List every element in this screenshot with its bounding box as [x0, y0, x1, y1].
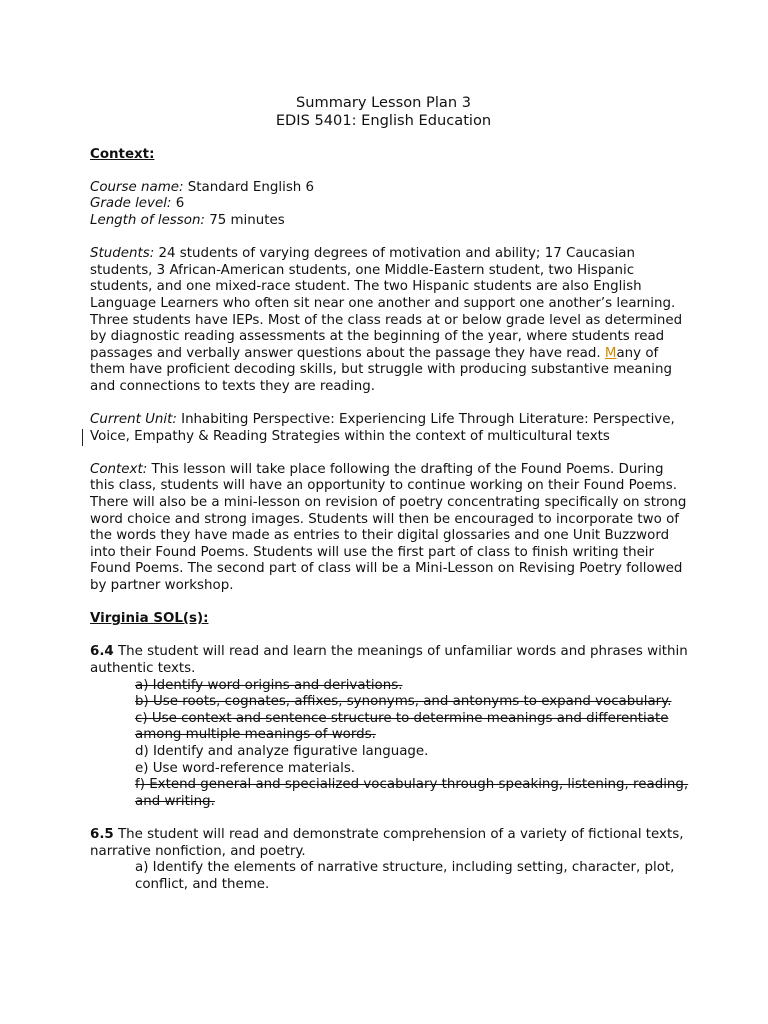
- current-unit-paragraph: [90, 412, 690, 445]
- sol-6-4-number: 6.4: [90, 644, 114, 660]
- lesson-length-label: Length of lesson:: [90, 212, 205, 228]
- current-unit-label: Current Unit:: [90, 412, 177, 428]
- sol-6-4-item: c) Use context and sentence structure to determine meanings and differentiate among multiple meanings of words.: [135, 710, 669, 743]
- sol-6-4-item: e) Use word-reference materials.: [135, 760, 356, 776]
- text-cursor: [82, 429, 83, 446]
- sol-6-4-items: [90, 678, 690, 811]
- grade-level-label: Grade level:: [90, 196, 172, 212]
- context-heading: Context:: [90, 146, 155, 162]
- context-paragraph: [90, 462, 690, 595]
- sol-6-5-number: 6.5: [90, 826, 114, 842]
- course-name-value: Standard English 6: [183, 179, 315, 195]
- sol-6-4: [90, 644, 690, 810]
- grade-level-line: [90, 196, 690, 213]
- sol-6-5: [90, 827, 690, 893]
- sol-6-4-item: a) Identify word origins and derivations.: [135, 677, 403, 693]
- sol-6-5-items: [90, 860, 690, 893]
- sol-6-4-text: The student will read and learn the meanings of unfamiliar words and phrases within authentic texts.: [90, 644, 688, 676]
- sol-6-5-statement: [90, 827, 690, 860]
- sol-6-5-text: The student will read and demonstrate comprehension of a variety of fictional texts, narrative nonfiction, and poetry.: [90, 826, 684, 859]
- lesson-length-line: [90, 213, 690, 230]
- context-label: Context:: [90, 461, 148, 477]
- title-line-2: EDIS 5401: English Education: [275, 112, 492, 129]
- sol-6-4-item: b) Use roots, cognates, affixes, synonyms, and antonyms to expand vocabulary.: [135, 694, 672, 710]
- course-name-label: Course name:: [90, 179, 184, 195]
- current-unit-value: Inhabiting Perspective: Experiencing Life Through Literature: Perspective, Voice, Empathy & Reading Strategies within the context of multicultural texts: [90, 412, 675, 444]
- sol-6-4-item: d) Identify and analyze figurative language.: [135, 743, 429, 759]
- grade-level-value: 6: [171, 196, 185, 212]
- sol-6-4-item: f) Extend general and specialized vocabulary through speaking, listening, reading, and writing.: [135, 777, 689, 809]
- students-label: Students:: [90, 246, 155, 262]
- sol-heading: Virginia SOL(s):: [90, 611, 209, 627]
- lesson-length-value: 75 minutes: [204, 212, 285, 228]
- students-paragraph: [90, 246, 690, 395]
- students-text-b: any of them have proficient decoding skills, but struggle with producing substantive meaning and connections to texts they are reading.: [90, 345, 672, 394]
- sol-6-4-statement: [90, 644, 690, 677]
- title-line-1: Summary Lesson Plan 3: [295, 94, 471, 111]
- students-text-a: 24 students of varying degrees of motivation and ability; 17 Caucasian students, 3 African-American students, one Middle-Eastern student, two Hispanic students, and one mixed-race student. The two Hispanic students are also English Language Learners who often sit near one another and support one another’s learning. Three students have IEPs. Most of the class reads at or below grade level as determined by diagnostic reading assessments at the beginning of the year, where students read passages and verbally answer questions about the passage they have read.: [90, 246, 683, 361]
- document-body: [90, 94, 690, 893]
- course-info: [90, 180, 690, 230]
- revision-mark: M: [604, 345, 617, 361]
- document-title: [90, 94, 677, 130]
- course-name-line: [90, 180, 690, 197]
- sol-6-5-item: a) Identify the elements of narrative structure, including setting, character, plot, conflict, and theme.: [135, 860, 675, 892]
- context-value: This lesson will take place following the drafting of the Found Poems. During this class, students will have an opportunity to continue working on their Found Poems. There will also be a mini-lesson on revision of poetry concentrating specifically on strong word choice and strong images. Students will then be encouraged to incorporate two of the words they have made as entries to their digital glossaries and one Unit Buzzword into their Found Poems. Students will use the first part of class to finish writing their Found Poems. The second part of class will be a Mini-Lesson on Revising Poetry followed by partner workshop.: [90, 461, 687, 594]
